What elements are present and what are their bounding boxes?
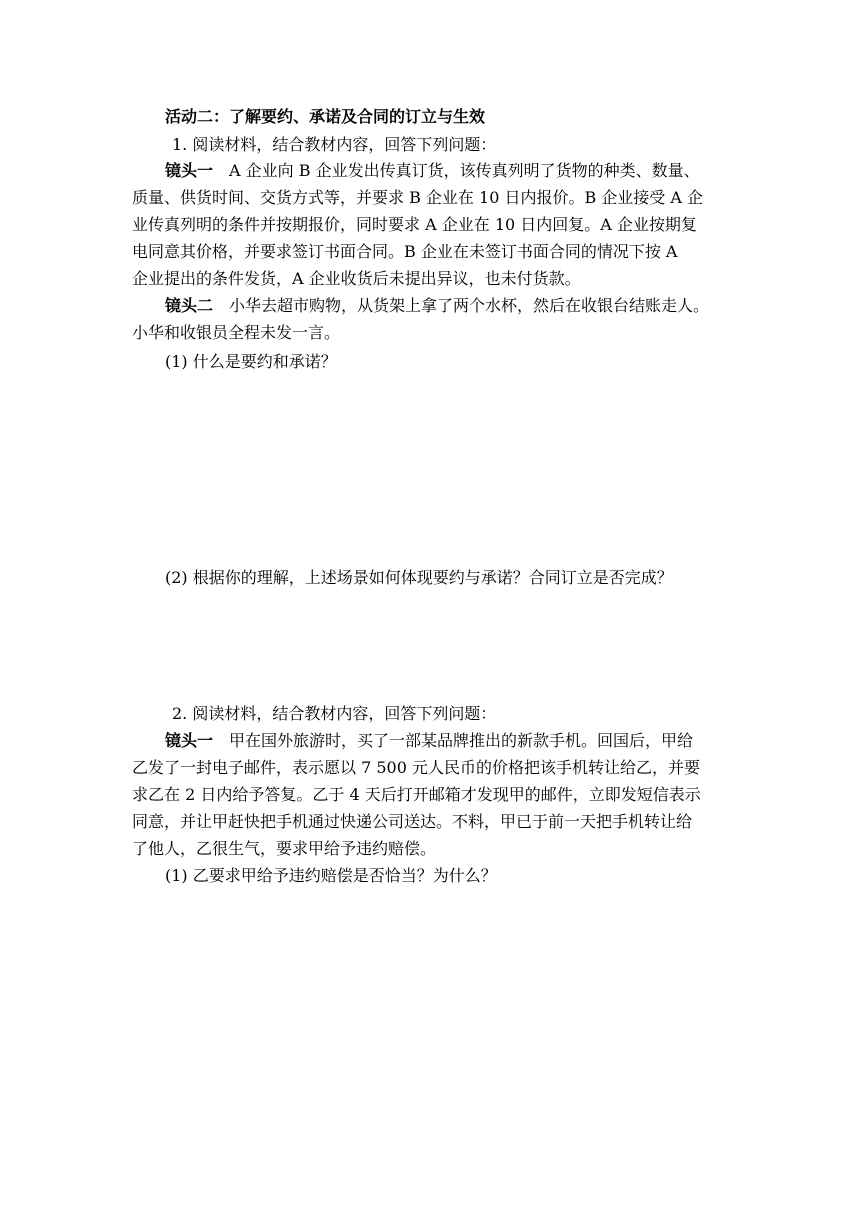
section1-question-2: (2) 根据你的理解，上述场景如何体现要约与承诺？合同订立是否完成？	[165, 568, 673, 587]
section2-scene1-line-4: 同意，并让甲赶快把手机通过快递公司送达。不料，甲已于前一天把手机转让给	[132, 812, 693, 831]
section1-scene2-line-1: 镜头二 小华去超市购物，从货架上拿了两个水杯，然后在收银台结账走人。	[165, 296, 710, 315]
section2-question-1: (1) 乙要求甲给予违约赔偿是否恰当？为什么？	[165, 866, 497, 885]
section2-scene1-line-5: 了他人，乙很生气，要求甲给予违约赔偿。	[132, 839, 437, 858]
section2-scene1-line-3: 求乙在 2 日内给予答复。乙于 4 天后打开邮箱才发现甲的邮件，立即发短信表示	[132, 785, 701, 804]
section1-question-1: (1) 什么是要约和承诺？	[165, 352, 337, 371]
section1-scene2-line-2: 小华和收银员全程未发一言。	[132, 323, 341, 342]
section1-scene2-label: 镜头二	[165, 296, 214, 315]
section2-scene1-label: 镜头一	[165, 731, 214, 750]
section1-scene1-label: 镜头一	[165, 161, 214, 180]
section1-intro: 1. 阅读材料，结合教材内容，回答下列问题：	[172, 135, 497, 154]
section1-scene1-line-3: 业传真列明的条件并按期报价，同时要求 A 企业在 10 日内回复。A 企业按期复	[132, 215, 697, 234]
section2-scene1-line-2: 乙发了一封电子邮件，表示愿以 7 500 元人民币的价格把该手机转让给乙，并要	[132, 758, 700, 777]
activity-title: 活动二：了解要约、承诺及合同的订立与生效	[165, 107, 486, 126]
section2-scene1-line-1: 镜头一 甲在国外旅游时，买了一部某品牌推出的新款手机。回国后，甲给	[165, 731, 694, 750]
section1-scene1-line-5: 企业提出的条件发货，A 企业收货后未提出异议，也未付货款。	[132, 269, 581, 288]
section1-scene1-line-1: 镜头一 A 企业向 B 企业发出传真订货，该传真列明了货物的种类、数量、	[165, 161, 700, 180]
section1-scene1-line-2: 质量、供货时间、交货方式等，并要求 B 企业在 10 日内报价。B 企业接受 A 企	[132, 188, 704, 207]
section2-intro: 2. 阅读材料，结合教材内容，回答下列问题：	[172, 704, 497, 723]
section1-scene1-line-4: 电同意其价格，并要求签订书面合同。B 企业在未签订书面合同的情况下按 A	[132, 242, 678, 261]
